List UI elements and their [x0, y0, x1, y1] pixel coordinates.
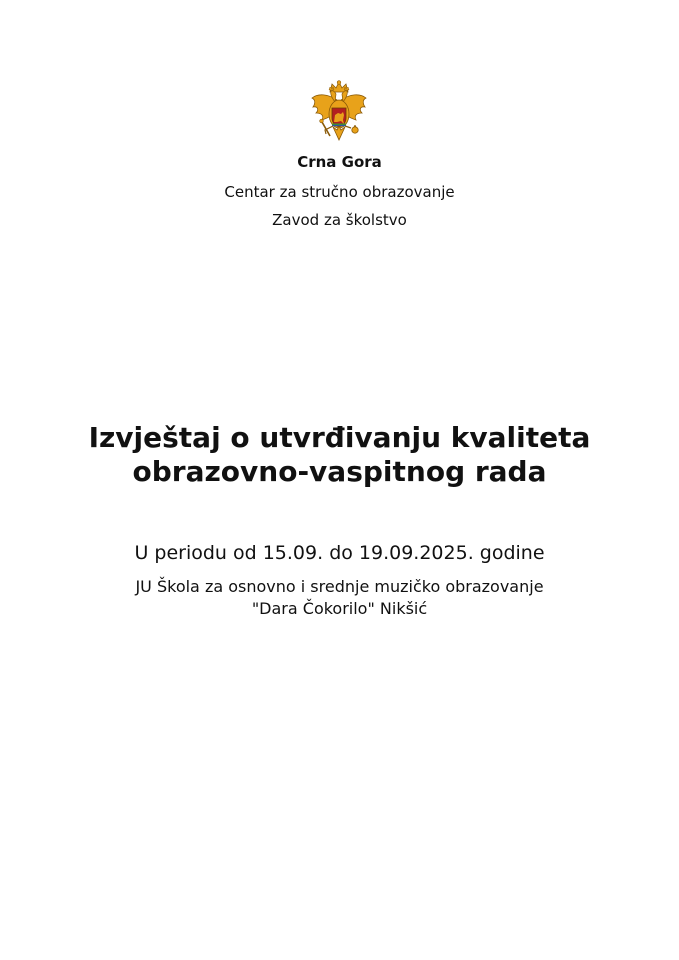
coat-of-arms-icon [310, 80, 368, 144]
country-name: Crna Gora [297, 153, 382, 171]
institution-vocational-education-centre: Centar za stručno obrazovanje [224, 183, 455, 201]
school-name [0, 576, 679, 620]
report-title: Izvještaj o utvrđivanju kvaliteta obrazovno-vaspitnog rada [88, 421, 591, 488]
school-name-line-2: "Dara Čokorilo" Nikšić [251, 599, 428, 618]
school-name-line-1: JU Škola za osnovno i srednje muzičko obrazovanje [135, 577, 544, 596]
institution-bureau-of-education: Zavod za školstvo [272, 211, 407, 229]
report-period: U periodu od 15.09. do 19.09.2025. godine [134, 542, 545, 564]
